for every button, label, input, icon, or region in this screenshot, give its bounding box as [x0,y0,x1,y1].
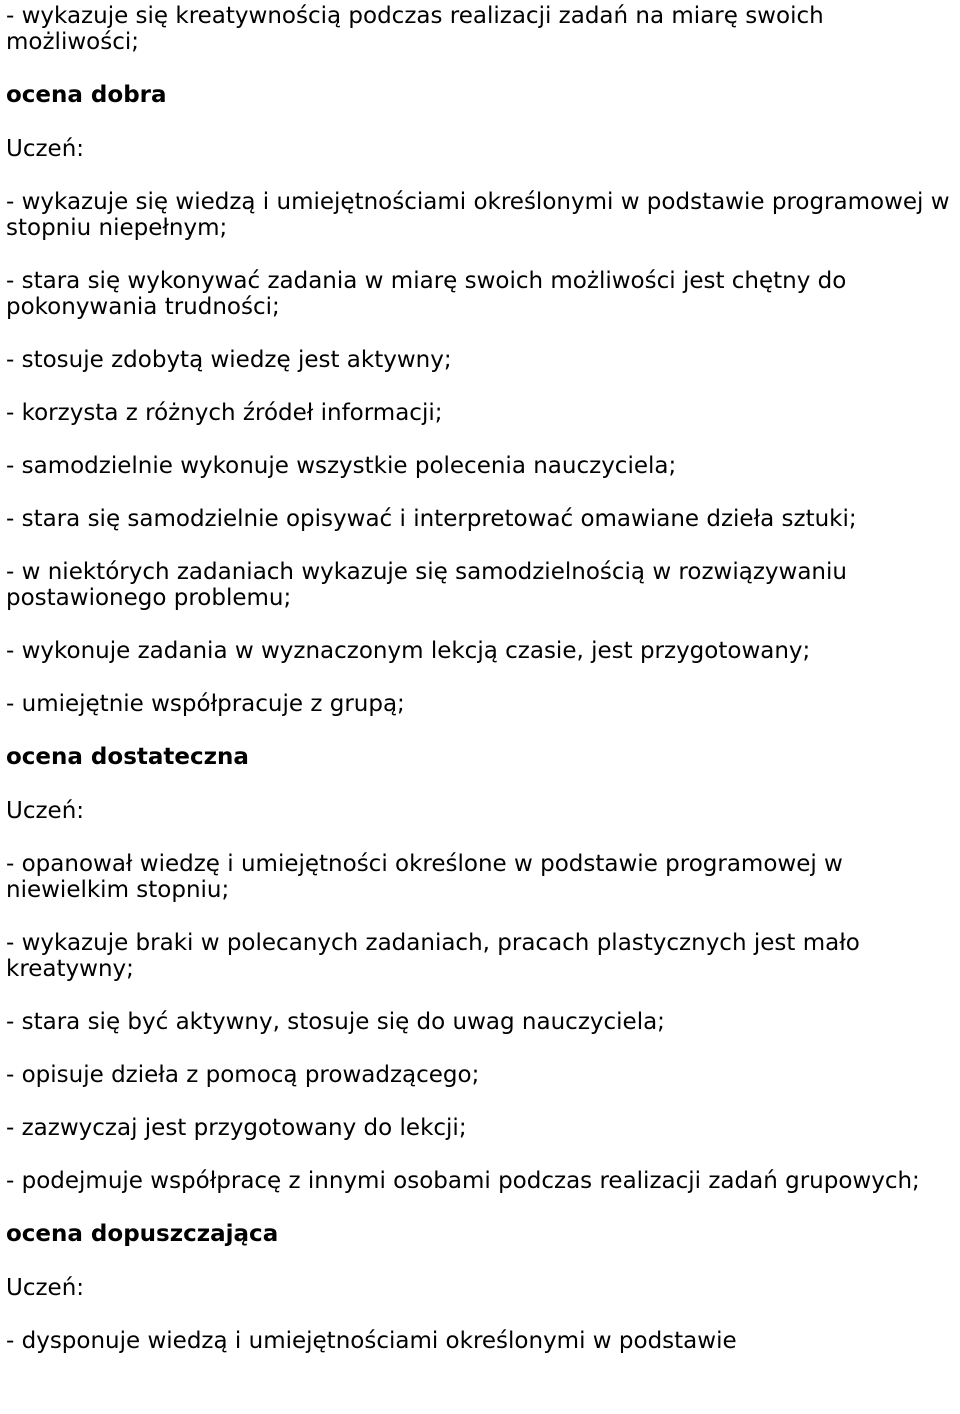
document-page [6,3,956,1381]
criterion-item: - wykazuje braki w polecanych zadaniach, pracach plastycznych jest mało kreatywny; [6,930,868,982]
criterion-item: - samodzielnie wykonuje wszystkie polecenia nauczyciela; [6,453,677,479]
criterion-item: - zazwyczaj jest przygotowany do lekcji; [6,1115,467,1141]
criterion-item: - stosuje zdobytą wiedzę jest aktywny; [6,347,452,373]
criterion-item: - stara się wykonywać zadania w miarę swoich możliwości jest chętny do pokonywania trudności; [6,268,854,320]
criterion-item: - wykazuje się wiedzą i umiejętnościami określonymi w podstawie programowej w stopniu niepełnym; [6,189,957,241]
criterion-item: - podejmuje współpracę z innymi osobami podczas realizacji zadań grupowych; [6,1168,920,1194]
criterion-item: - stara się samodzielnie opisywać i interpretować omawiane dzieła sztuki; [6,506,857,532]
criterion-item: - korzysta z różnych źródeł informacji; [6,400,443,426]
student-label: Uczeń: [6,136,85,162]
criterion-item: - opisuje dzieła z pomocą prowadzącego; [6,1062,480,1088]
criterion-item: - wykonuje zadania w wyznaczonym lekcją czasie, jest przygotowany; [6,638,811,664]
section-heading: ocena dopuszczająca [6,1221,279,1247]
section-heading: ocena dostateczna [6,744,249,770]
criterion-item: - stara się być aktywny, stosuje się do uwag nauczyciela; [6,1009,665,1035]
section-heading: ocena dobra [6,82,167,108]
criterion-item: - umiejętnie współpracuje z grupą; [6,691,405,717]
criterion-item: - opanował wiedzę i umiejętności określone w podstawie programowej w niewielkim stopniu; [6,851,851,903]
student-label: Uczeń: [6,798,85,824]
criterion-item: - dysponuje wiedzą i umiejętnościami określonymi w podstawie [6,1328,737,1354]
student-label: Uczeń: [6,1275,85,1301]
criterion-item: - w niektórych zadaniach wykazuje się samodzielnością w rozwiązywaniu postawionego problemu; [6,559,855,611]
criterion-item: - wykazuje się kreatywnością podczas realizacji zadań na miarę swoich możliwości; [6,3,831,55]
